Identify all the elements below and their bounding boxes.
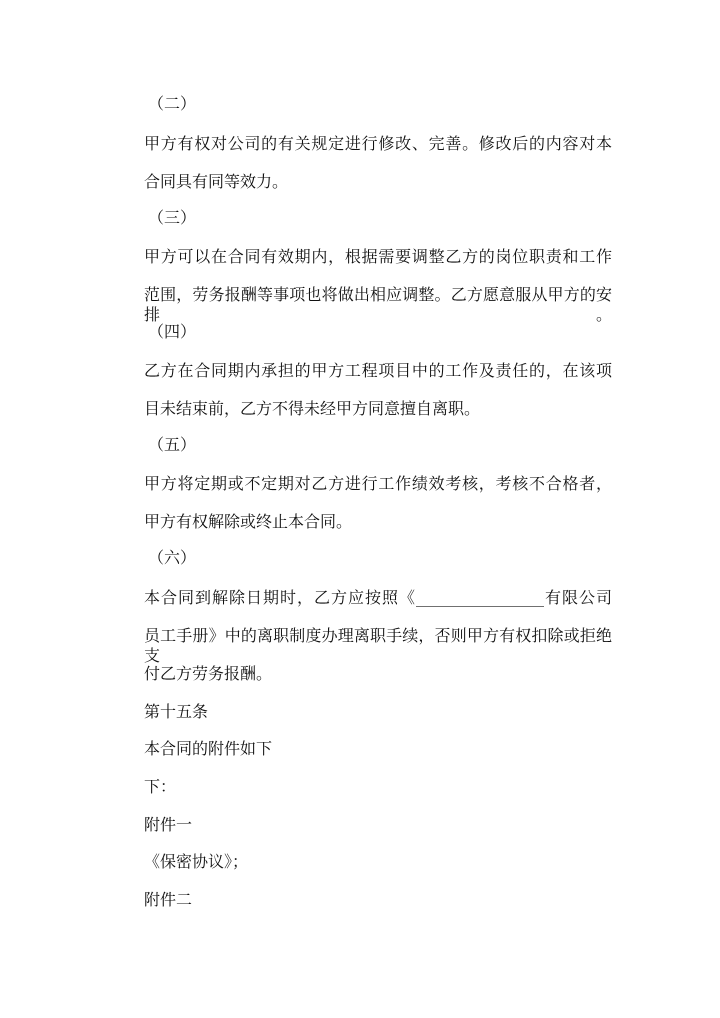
paragraph-line: 范围，劳务报酬等事项也将做出相应调整。乙方愿意服从甲方的安排。 [144,285,612,324]
paragraph-line: 本合同到解除日期时，乙方应按照《________________有限公司 [144,588,612,607]
paragraph-line: 甲方可以在合同有效期内，根据需要调整乙方的岗位职责和工作 [144,247,612,266]
section-heading-6: （六） [148,548,197,567]
section-heading-3: （三） [148,208,197,227]
attachment-label-1: 附件一 [144,815,193,834]
paragraph-line: 员工手册》中的离职制度办理离职手续，否则甲方有权扣除或拒绝支 [144,626,612,665]
attachment-title-1: 《保密协议》； [144,852,249,871]
section-heading-5: （五） [148,435,197,454]
paragraph-line: 付乙方劳务报酬。 [144,664,273,683]
article-heading: 第十五条 [144,702,209,721]
paragraph-line: 合同具有同等效力。 [144,172,289,191]
paragraph-line: 目未结束前，乙方不得未经甲方同意擅自离职。 [144,399,481,418]
paragraph-line: 本合同的附件如下 [144,739,273,758]
attachment-label-2: 附件二 [144,890,193,909]
paragraph-line: 下： [144,777,177,796]
paragraph-line: 甲方将定期或不定期对乙方进行工作绩效考核，考核不合格者， [144,474,612,493]
paragraph-line: 甲方有权解除或终止本合同。 [144,512,353,531]
section-heading-4: （四） [148,322,197,341]
paragraph-line: 乙方在合同期内承担的甲方工程项目中的工作及责任的，在该项 [144,361,612,380]
section-heading-2: （二） [148,94,197,113]
paragraph-line: 甲方有权对公司的有关规定进行修改、完善。修改后的内容对本 [144,134,612,153]
